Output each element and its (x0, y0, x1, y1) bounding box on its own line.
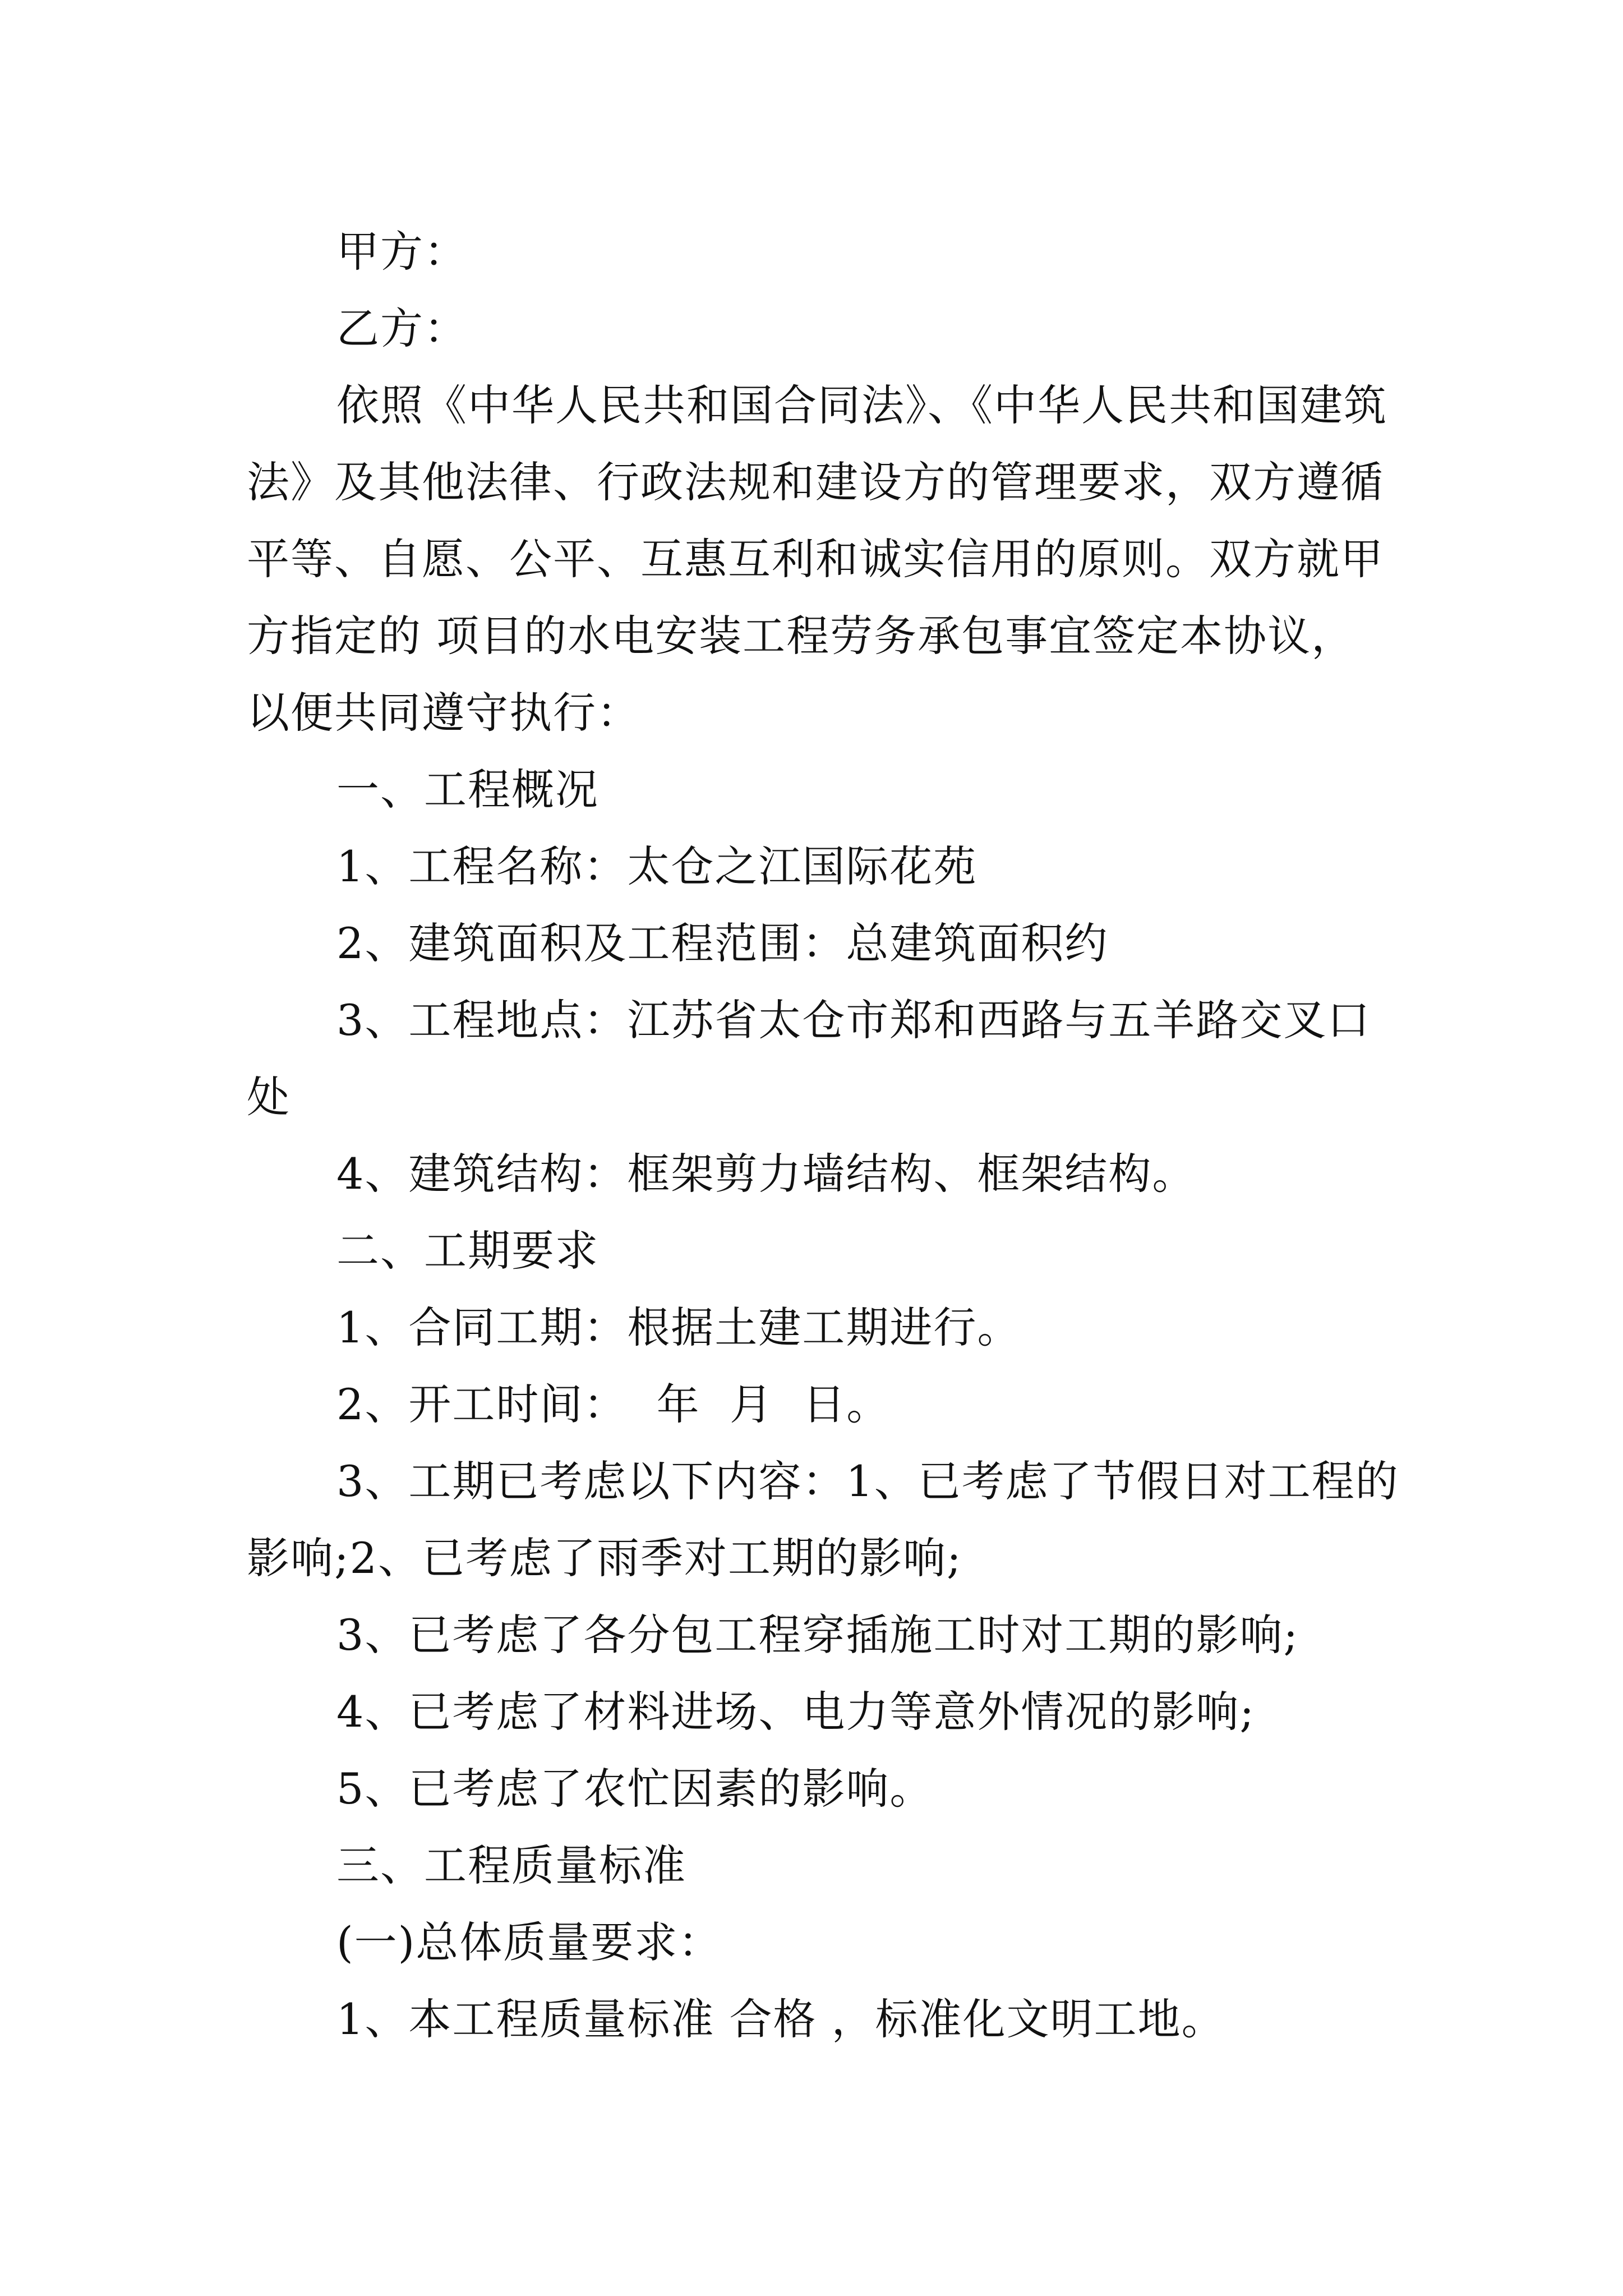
project-location-line: 3、工程地点：江苏省太仓市郑和西路与五羊路交叉口 (336, 995, 1371, 1045)
quality-standard-line: 1、本工程质量标准 合格 ，标准化文明工地。 (336, 1994, 1225, 2044)
consideration-4-line: 4、已考虑了材料进场、电力等意外情况的影响; (336, 1687, 1255, 1737)
project-name-line: 1、工程名称：太仓之江国际花苑 (336, 841, 978, 891)
start-date-line: 2、开工时间： 年 月 日。 (336, 1379, 891, 1429)
building-area-line: 2、建筑面积及工程范围：总建筑面积约 (336, 918, 1109, 968)
intro-line-1: 依照《中华人民共和国合同法》、《中华人民共和国建筑 (336, 380, 1387, 430)
party-a-line: 甲方： (336, 227, 468, 277)
section-1-heading: 一、工程概况 (336, 765, 599, 815)
intro-line-2: 法》及其他法律、行政法规和建设方的管理要求，双方遵循 (247, 457, 1384, 507)
period-considerations-line-cont: 影响;2、已考虑了雨季对工期的影响; (247, 1533, 962, 1583)
intro-line-3: 平等、自愿、公平、互惠互利和诚实信用的原则。双方就甲 (247, 534, 1384, 584)
overall-quality-subheading: (一)总体质量要求： (336, 1917, 722, 1967)
period-considerations-line: 3、工期已考虑以下内容：1、已考虑了节假日对工程的 (336, 1456, 1399, 1506)
building-structure-line: 4、建筑结构：框架剪力墙结构、框架结构。 (336, 1149, 1196, 1199)
section-2-heading: 二、工期要求 (336, 1226, 599, 1276)
party-b-line: 乙方： (336, 303, 468, 353)
intro-line-5: 以便共同遵守执行： (247, 688, 640, 738)
consideration-3-line: 3、已考虑了各分包工程穿插施工时对工期的影响; (336, 1610, 1299, 1660)
intro-line-4: 方指定的 项目的水电安装工程劳务承包事宜签定本协议， (247, 611, 1355, 661)
document-page (247, 213, 1399, 2058)
section-3-heading: 三、工程质量标准 (336, 1841, 686, 1890)
project-location-line-cont: 处 (247, 1072, 291, 1122)
consideration-5-line: 5、已考虑了农忙因素的影响。 (336, 1764, 934, 1814)
contract-period-line: 1、合同工期：根据土建工期进行。 (336, 1303, 1021, 1352)
